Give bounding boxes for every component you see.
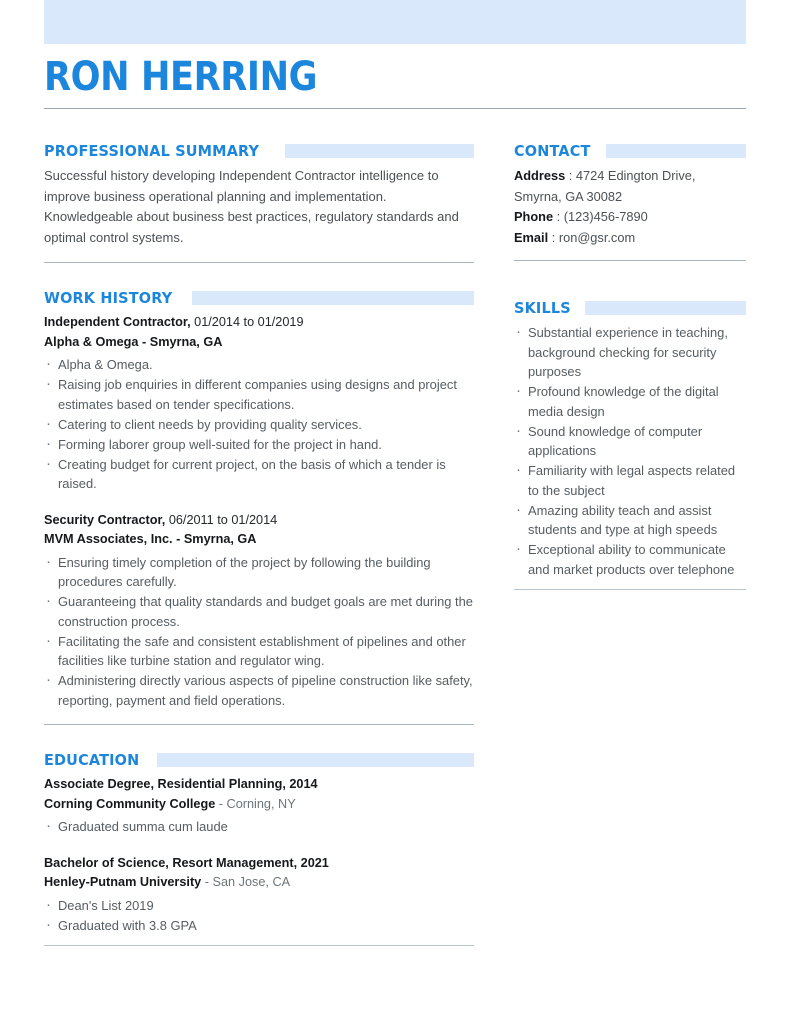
job-company: Alpha & Omega	[44, 334, 139, 349]
section-skills	[514, 299, 746, 590]
contact-email-label: Email	[514, 229, 549, 245]
job-dates: 06/2011 to 01/2014	[168, 512, 278, 527]
list-item: · Amazing ability teach and assist students and type at high speeds	[514, 501, 746, 540]
section-title-text: SKILLS	[514, 299, 571, 317]
education-bullets	[44, 817, 474, 837]
list-item: · Familiarity with legal aspects related to the subject	[514, 461, 746, 500]
work-entry-bullets	[44, 355, 474, 494]
work-entry-bullets	[44, 553, 474, 711]
section-heading-work-history	[44, 289, 474, 307]
skills-list	[514, 323, 746, 579]
section-accent-bar	[285, 144, 474, 158]
section-title-text: EDUCATION	[44, 751, 140, 769]
work-entry-company-line	[44, 333, 474, 353]
contact-phone	[514, 207, 746, 228]
spacer	[514, 261, 746, 299]
list-item: · Exceptional ability to communicate and market products over telephone	[514, 540, 746, 579]
education-location: - San Jose, CA	[201, 875, 291, 889]
job-location: - Smyrna, GA	[142, 334, 223, 349]
section-professional-summary	[44, 142, 474, 263]
education-degree: Bachelor of Science	[44, 855, 166, 870]
section-heading-contact	[514, 142, 746, 160]
work-entry-title-line	[44, 511, 474, 531]
list-item: · Ensuring timely completion of the project by following the building procedures carefully.	[44, 553, 474, 592]
work-entry	[44, 313, 474, 494]
contact-phone-value: : (123)456-7890	[553, 209, 648, 224]
section-title-text: WORK HISTORY	[44, 289, 173, 307]
work-entry-company-line	[44, 530, 474, 550]
spacer	[44, 263, 474, 289]
education-entry	[44, 854, 474, 936]
section-accent-bar	[157, 753, 475, 767]
spacer	[44, 725, 474, 751]
education-location: - Corning, NY	[215, 796, 296, 811]
list-item: · Raising job enquiries in different companies using designs and project estimates based on tender specifications.	[44, 375, 474, 414]
contact-phone-label: Phone	[514, 209, 554, 224]
contact-email	[514, 228, 746, 249]
left-column	[44, 142, 474, 946]
education-school-line	[44, 795, 474, 815]
list-item: · Facilitating the safe and consistent establishment of pipelines and other facilities like turbine station and regulator wing.	[44, 632, 474, 671]
education-degree: Associate Degree	[44, 777, 151, 791]
list-item: · Sound knowledge of computer applications	[514, 422, 746, 461]
section-accent-bar	[585, 301, 746, 315]
education-bullets	[44, 896, 474, 936]
section-accent-bar	[192, 291, 474, 305]
section-title-text: CONTACT	[514, 142, 591, 160]
section-accent-bar	[606, 144, 746, 158]
education-degree-line	[44, 854, 474, 874]
list-item: · Catering to client needs by providing quality services.	[44, 415, 474, 435]
section-divider	[514, 589, 746, 590]
list-item: · Substantial experience in teaching, background checking for security purposes	[514, 323, 746, 382]
list-item: · Forming laborer group well-suited for the project in hand.	[44, 435, 474, 455]
candidate-name: RON HERRING	[44, 54, 318, 100]
section-education	[44, 751, 474, 946]
job-dates: 01/2014 to 01/2019	[194, 315, 304, 329]
section-heading-skills	[514, 299, 746, 317]
education-field: , Residential Planning, 2014	[150, 777, 318, 791]
section-work-history	[44, 289, 474, 725]
section-contact	[514, 142, 746, 261]
section-heading-education	[44, 751, 474, 769]
list-item: · Alpha & Omega.	[44, 355, 474, 375]
section-title-text: PROFESSIONAL SUMMARY	[44, 142, 260, 160]
list-item: · Creating budget for current project, on the basis of which a tender is raised.	[44, 455, 474, 494]
education-school: Corning Community College	[44, 796, 216, 811]
work-entry	[44, 511, 474, 711]
list-item: · Profound knowledge of the digital media design	[514, 382, 746, 421]
list-item: · Graduated with 3.8 GPA	[44, 916, 474, 936]
education-school: Henley-Putnam University	[44, 875, 202, 889]
name-block	[44, 52, 746, 109]
name-divider	[44, 108, 746, 109]
job-location: - Smyrna, GA	[176, 532, 257, 546]
list-item: · Guaranteeing that quality standards and budget goals are met during the construction process.	[44, 592, 474, 631]
contact-address	[514, 166, 746, 207]
list-item: · Administering directly various aspects of pipeline construction like safety, reporting, payment and field operations.	[44, 671, 474, 710]
job-title: Independent Contractor,	[44, 315, 191, 329]
contact-email-value: : ron@gsr.com	[548, 229, 636, 245]
list-item: · Graduated summa cum laude	[44, 817, 474, 837]
job-company: MVM Associates, Inc.	[44, 532, 173, 546]
education-school-line	[44, 873, 474, 893]
section-divider	[44, 945, 474, 946]
contact-address-label: Address	[514, 168, 566, 183]
contact-address-value: : 4724 Edington Drive, Smyrna, GA 30082	[514, 168, 696, 204]
work-entry-title-line	[44, 313, 474, 333]
job-title: Security Contractor,	[44, 512, 166, 527]
top-banner-decoration	[44, 0, 746, 44]
professional-summary-text: Successful history developing Independent Contractor intelligence to improve business operational planning and implementation. Knowledgeable about business best practices, regulatory standards and optimal control systems.	[44, 168, 459, 245]
education-entry	[44, 775, 474, 837]
education-degree-line	[44, 775, 474, 795]
list-item: · Dean's List 2019	[44, 896, 474, 916]
section-heading-professional-summary	[44, 142, 474, 160]
education-field: , Resort Management, 2021	[165, 855, 329, 870]
right-column	[514, 142, 746, 590]
